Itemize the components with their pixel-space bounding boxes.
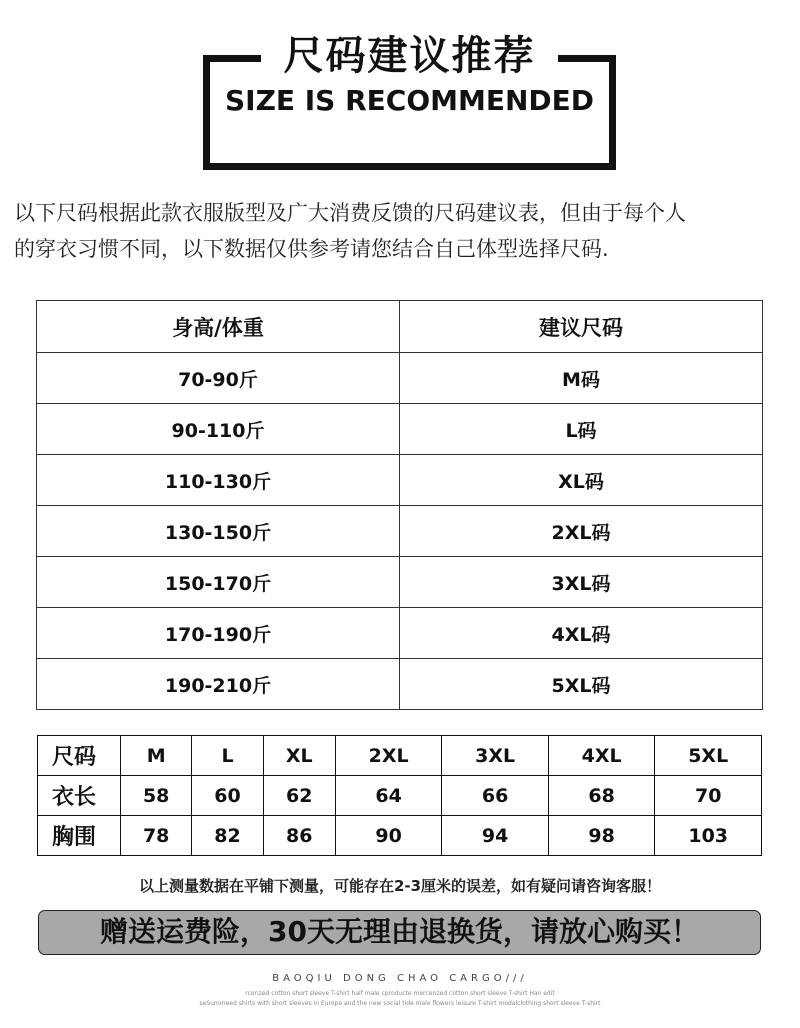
measurement-table bbox=[37, 735, 762, 856]
table-row bbox=[37, 506, 763, 557]
row-label-length: 衣长 bbox=[38, 776, 121, 816]
size-cell: 5XL bbox=[655, 736, 762, 776]
chest-cell: 94 bbox=[442, 816, 549, 856]
row-label-size: 尺码 bbox=[38, 736, 121, 776]
size-cell: L bbox=[192, 736, 263, 776]
chest-cell: 82 bbox=[192, 816, 263, 856]
table-header-row bbox=[37, 301, 763, 353]
row-label-chest: 胸围 bbox=[38, 816, 121, 856]
weight-range: 130-150斤 bbox=[37, 506, 400, 557]
intro-text bbox=[14, 195, 794, 267]
table-row bbox=[37, 557, 763, 608]
recommended-size: 5XL码 bbox=[400, 659, 763, 710]
guarantee-banner: 赠送运费险，30天无理由退换货，请放心购买！ bbox=[38, 910, 761, 955]
table-row bbox=[37, 404, 763, 455]
weight-range: 110-130斤 bbox=[37, 455, 400, 506]
size-recommend-table bbox=[36, 300, 763, 710]
table-row bbox=[37, 353, 763, 404]
length-cell: 68 bbox=[548, 776, 655, 816]
size-row bbox=[38, 736, 762, 776]
recommended-size: 2XL码 bbox=[400, 506, 763, 557]
footer-line-2: seSummeed shirts with short sleeves in Europe and the new social tide male flowers leisure T-shirt modalclothing short sleeve T-shirt bbox=[199, 1000, 601, 1007]
length-cell: 64 bbox=[335, 776, 442, 816]
length-cell: 60 bbox=[192, 776, 263, 816]
recommended-size: 3XL码 bbox=[400, 557, 763, 608]
intro-line-1: 以下尺码根据此款衣服版型及广大消费反馈的尺码建议表，但由于每个人 bbox=[14, 201, 686, 225]
size-cell: M bbox=[121, 736, 192, 776]
weight-range: 70-90斤 bbox=[37, 353, 400, 404]
intro-line-2: 的穿衣习惯不同，以下数据仅供参考请您结合自己体型选择尺码. bbox=[14, 237, 609, 261]
recommended-size: M码 bbox=[400, 353, 763, 404]
length-cell: 66 bbox=[442, 776, 549, 816]
table-row bbox=[37, 608, 763, 659]
size-cell: XL bbox=[263, 736, 335, 776]
table-row bbox=[37, 659, 763, 710]
chest-cell: 98 bbox=[548, 816, 655, 856]
weight-range: 170-190斤 bbox=[37, 608, 400, 659]
weight-range: 90-110斤 bbox=[37, 404, 400, 455]
header-title-cn: 尺码建议推荐 bbox=[283, 33, 536, 79]
size-cell: 2XL bbox=[335, 736, 442, 776]
size-cell: 4XL bbox=[548, 736, 655, 776]
recommended-size: 4XL码 bbox=[400, 608, 763, 659]
footer-brand: BAOQIU DONG CHAO CARGO/// bbox=[272, 973, 528, 984]
chest-cell: 103 bbox=[655, 816, 762, 856]
header-height-weight: 身高/体重 bbox=[37, 301, 400, 353]
chest-cell: 90 bbox=[335, 816, 442, 856]
measurement-note: 以上测量数据在平铺下测量，可能存在2-3厘米的误差，如有疑问请咨询客服！ bbox=[138, 877, 662, 895]
length-cell: 58 bbox=[121, 776, 192, 816]
chest-cell: 78 bbox=[121, 816, 192, 856]
length-row bbox=[38, 776, 762, 816]
length-cell: 62 bbox=[263, 776, 335, 816]
header-recommended-size: 建议尺码 bbox=[400, 301, 763, 353]
footer-line-1: rcerized cotton short sleeve T-shirt half male cproducte mercerized cotton short sleeve T-shirt Han edit bbox=[245, 990, 555, 997]
size-cell: 3XL bbox=[442, 736, 549, 776]
weight-range: 150-170斤 bbox=[37, 557, 400, 608]
chest-cell: 86 bbox=[263, 816, 335, 856]
header-title-en: SIZE IS RECOMMENDED bbox=[224, 84, 595, 117]
recommended-size: L码 bbox=[400, 404, 763, 455]
recommended-size: XL码 bbox=[400, 455, 763, 506]
length-cell: 70 bbox=[655, 776, 762, 816]
table-row bbox=[37, 455, 763, 506]
weight-range: 190-210斤 bbox=[37, 659, 400, 710]
chest-row bbox=[38, 816, 762, 856]
